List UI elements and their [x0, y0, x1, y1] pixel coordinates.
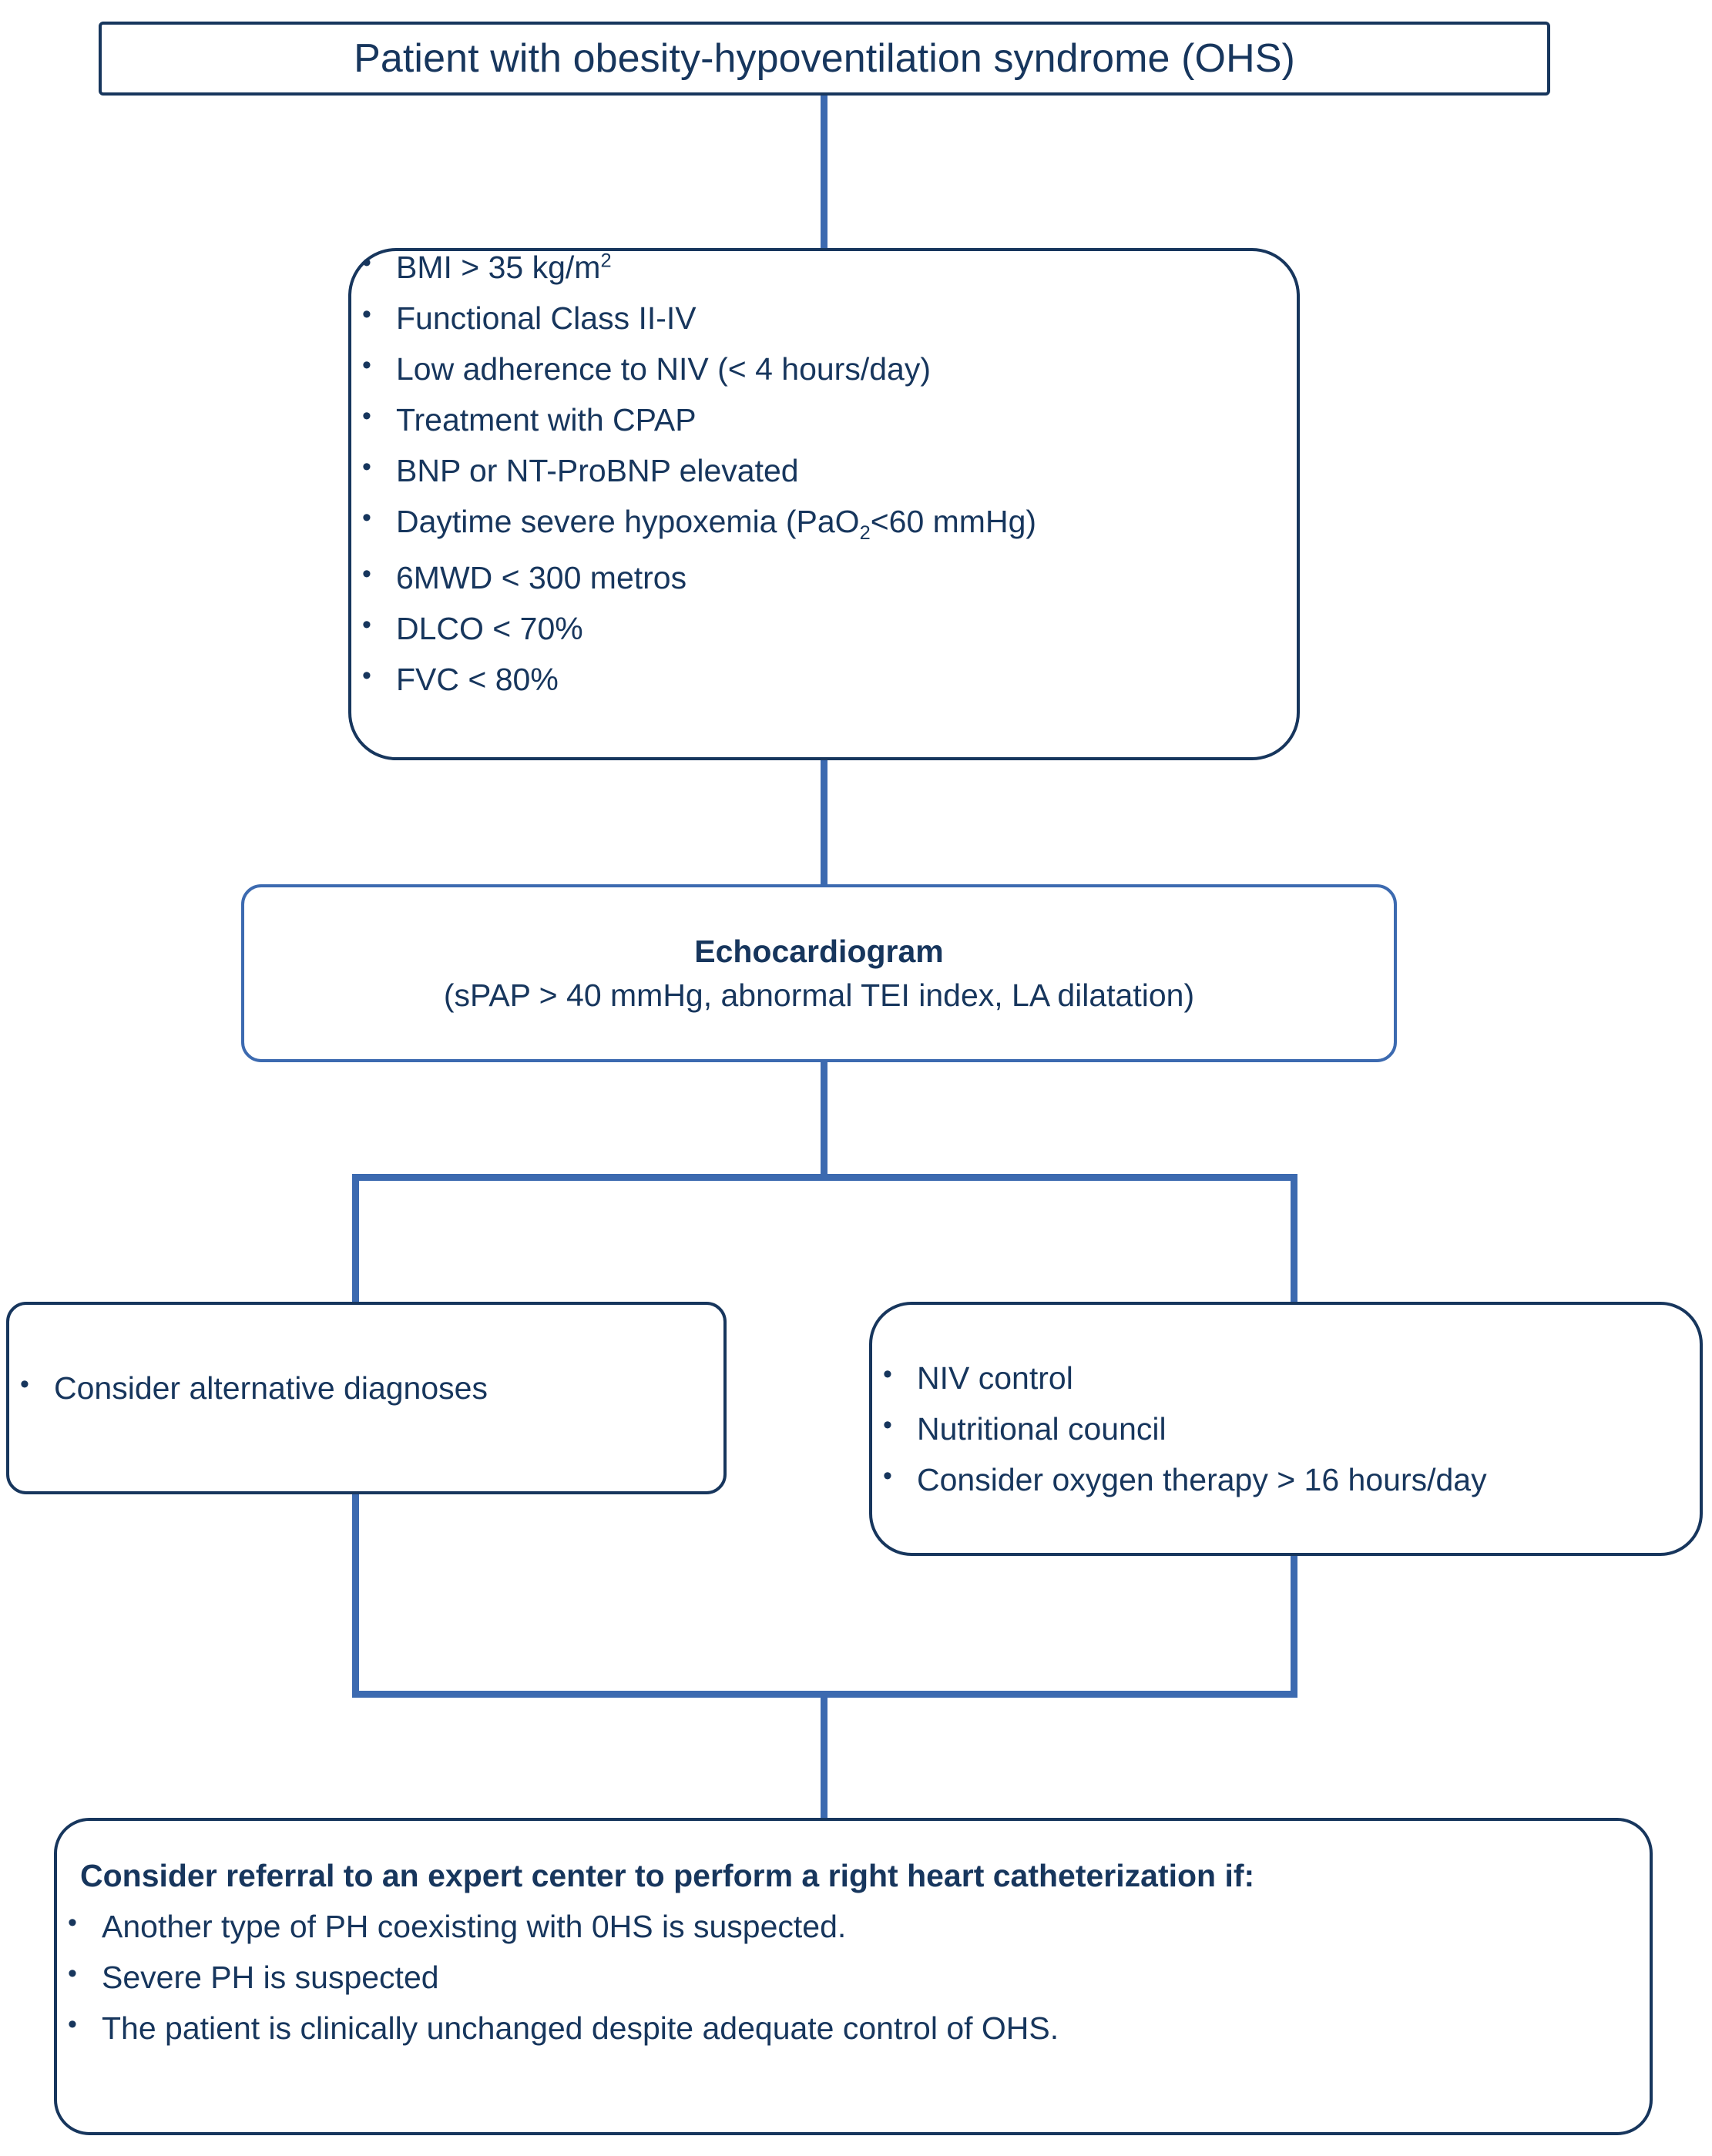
referral-list	[57, 1911, 1650, 2044]
list-item	[351, 350, 1297, 387]
criteria-list	[351, 251, 1297, 696]
criteria-text-7: DLCO < 70%	[396, 611, 583, 647]
referral-heading: Consider referral to an expert center to perform a right heart catheterization if:	[80, 1858, 1255, 1893]
node-echocardiogram	[241, 884, 1397, 1062]
list-item	[351, 613, 1297, 645]
list-item	[872, 1360, 1487, 1396]
criteria-text-2: Low adherence to NIV (< 4 hours/day)	[396, 350, 931, 387]
criteria-text-0: BMI > 35 $kg/m^2$	[396, 249, 612, 285]
node-alternative-diagnoses	[6, 1302, 727, 1494]
connector-bus-horizontal-bottom	[352, 1691, 1297, 1698]
node-referral	[54, 1818, 1653, 2135]
echocardiogram-title: Echocardiogram	[694, 933, 944, 969]
management-text-0: NIV control	[917, 1360, 1073, 1396]
node-management	[869, 1302, 1703, 1556]
list-item	[57, 1911, 1650, 1943]
referral-text-0: Another type of PH coexisting with 0HS is suspected.	[102, 1909, 847, 1944]
echocardiogram-subtitle: (sPAP > 40 mmHg, abnormal TEI index, LA dilatation)	[443, 977, 1195, 1013]
criteria-text-5: Daytime severe hypoxemia (PaO$_2$<60 mmHg)	[396, 503, 1037, 544]
list-item	[351, 300, 1297, 336]
list-item	[351, 401, 1297, 438]
list-item	[872, 1410, 1487, 1447]
connector-criteria-to-echo	[821, 760, 827, 886]
connector-bus-horizontal-top	[352, 1174, 1297, 1181]
referral-text-1: Severe PH is suspected	[102, 1960, 439, 1995]
list-item	[351, 251, 1297, 283]
node-title	[99, 22, 1550, 96]
referral-text-2: The patient is clinically unchanged despite adequate control of OHS.	[102, 2010, 1059, 2046]
management-list	[872, 1360, 1487, 1497]
criteria-text-4: BNP or NT-ProBNP elevated	[396, 452, 799, 488]
list-item	[351, 503, 1297, 544]
management-text-2: Consider oxygen therapy > 16 hours/day	[917, 1461, 1487, 1497]
list-item	[351, 452, 1297, 488]
criteria-text-8: FVC < 80%	[396, 662, 559, 698]
page-title: Patient with obesity-hypoventilation syndrome (OHS)	[354, 36, 1295, 81]
list-item	[9, 1370, 488, 1406]
list-item	[351, 664, 1297, 696]
list-item	[351, 562, 1297, 594]
alternative-list	[9, 1370, 488, 1423]
connector-echo-to-bus	[821, 1062, 827, 1177]
node-criteria	[348, 248, 1300, 760]
list-item	[57, 1962, 1650, 1993]
connector-title-to-criteria	[821, 96, 827, 250]
alternative-text-0: Consider alternative diagnoses	[54, 1370, 488, 1406]
criteria-text-3: Treatment with CPAP	[396, 401, 697, 438]
management-text-1: Nutritional council	[917, 1410, 1167, 1447]
list-item	[872, 1461, 1487, 1497]
connector-bus-to-referral	[821, 1698, 827, 1821]
criteria-text-1: Functional Class II-IV	[396, 300, 697, 336]
criteria-text-6: 6MWD < 300 metros	[396, 560, 687, 596]
list-item	[57, 2010, 1650, 2046]
